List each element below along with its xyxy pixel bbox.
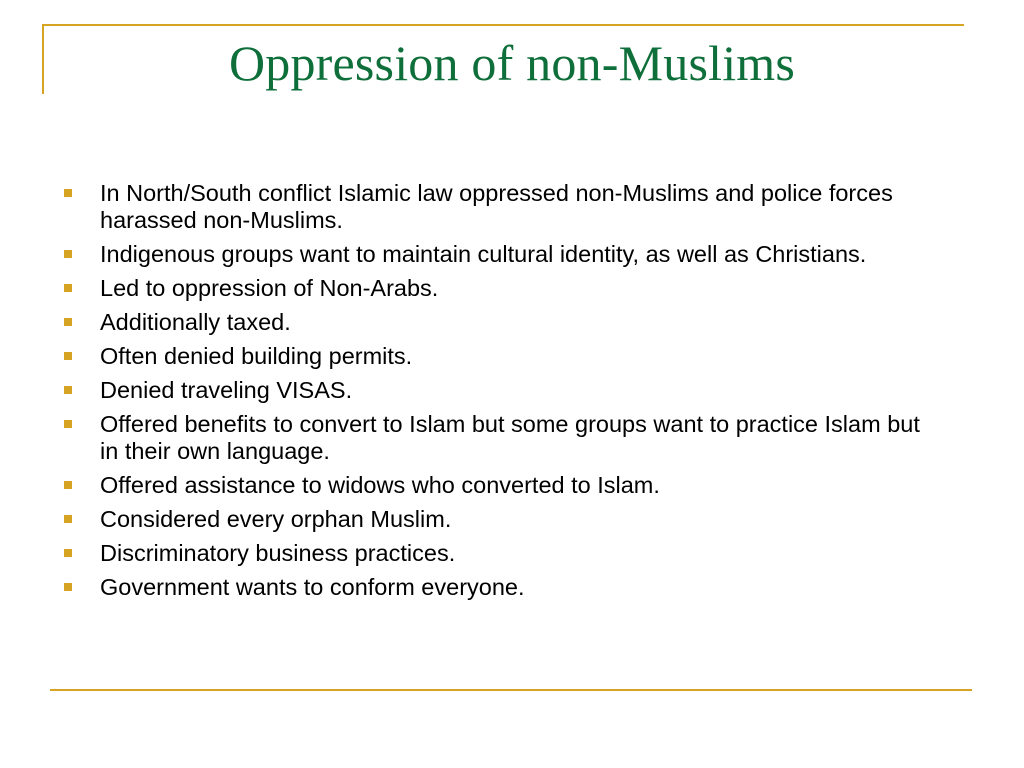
bullet-text: Considered every orphan Muslim. — [100, 506, 452, 532]
bullet-item — [62, 343, 942, 370]
square-bullet-icon — [64, 189, 72, 197]
bullet-text: Indigenous groups want to maintain cultural identity, as well as Christians. — [100, 241, 867, 267]
square-bullet-icon — [64, 515, 72, 523]
bullet-item — [62, 506, 942, 533]
bullet-item — [62, 411, 942, 465]
bullet-text: Led to oppression of Non-Arabs. — [100, 275, 439, 301]
bullet-text: Often denied building permits. — [100, 343, 413, 369]
bullet-text: Denied traveling VISAS. — [100, 377, 353, 403]
bullet-item — [62, 574, 942, 601]
square-bullet-icon — [64, 549, 72, 557]
square-bullet-icon — [64, 583, 72, 591]
bullet-item — [62, 275, 942, 302]
bullet-item — [62, 540, 942, 567]
bullet-item — [62, 377, 942, 404]
bullet-text: Additionally taxed. — [100, 309, 291, 335]
square-bullet-icon — [64, 386, 72, 394]
top-border-line — [42, 24, 964, 26]
bullet-text: Discriminatory business practices. — [100, 540, 456, 566]
bullet-item — [62, 241, 942, 268]
square-bullet-icon — [64, 318, 72, 326]
bullet-list — [62, 180, 942, 608]
square-bullet-icon — [64, 352, 72, 360]
bullet-item — [62, 180, 942, 234]
bullet-text: Offered benefits to convert to Islam but some groups want to practice Islam but in their own language. — [100, 411, 920, 464]
bullet-text: Government wants to conform everyone. — [100, 574, 525, 600]
slide-title: Oppression of non-Muslims — [228, 35, 796, 91]
bottom-border-line — [50, 689, 972, 691]
square-bullet-icon — [64, 250, 72, 258]
square-bullet-icon — [64, 481, 72, 489]
square-bullet-icon — [64, 284, 72, 292]
bullet-text: In North/South conflict Islamic law oppressed non-Muslims and police forces harassed non-Muslims. — [100, 180, 893, 233]
bullet-item — [62, 472, 942, 499]
bullet-text: Offered assistance to widows who converted to Islam. — [100, 472, 660, 498]
bullet-item — [62, 309, 942, 336]
square-bullet-icon — [64, 420, 72, 428]
